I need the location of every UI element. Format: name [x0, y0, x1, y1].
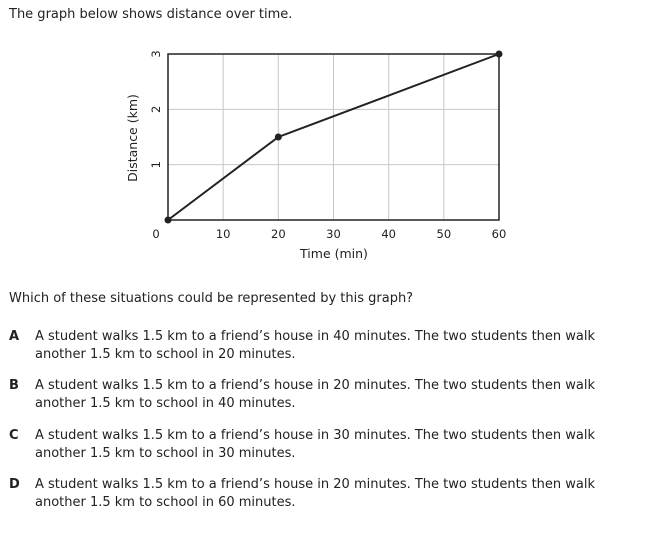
tick-labels [149, 50, 506, 241]
question-text: Which of these situations could be represented by this graph? [9, 291, 414, 306]
option-line: A student walks 1.5 km to a friend’s house in 40 minutes. The two students then walk [35, 329, 596, 344]
option-line: A student walks 1.5 km to a friend’s house in 20 minutes. The two students then walk [35, 477, 596, 492]
y-tick-label: 2 [149, 105, 163, 113]
option-letter: B [9, 378, 19, 393]
x-tick-label: 10 [215, 227, 231, 241]
y-tick-label: 1 [149, 161, 163, 169]
option-text [35, 427, 661, 463]
x-tick-label: 30 [326, 227, 341, 241]
data-point [165, 217, 172, 224]
option-text [35, 328, 661, 364]
option-letter: D [9, 477, 20, 492]
x-tick-label: 60 [491, 227, 507, 241]
intro-text: The graph below shows distance over time. [9, 7, 293, 22]
data-point [275, 134, 282, 141]
option-line: another 1.5 km to school in 30 minutes. [35, 446, 296, 461]
x-tick-label: 50 [436, 227, 452, 241]
option-line: another 1.5 km to school in 40 minutes. [35, 396, 296, 411]
x-tick-label: 20 [271, 227, 286, 241]
option-line: A student walks 1.5 km to a friend’s house in 20 minutes. The two students then walk [35, 378, 596, 393]
data-point [496, 51, 503, 58]
y-axis-label: Distance (km) [125, 94, 140, 182]
option-line: another 1.5 km to school in 20 minutes. [35, 347, 296, 362]
option-line: another 1.5 km to school in 60 minutes. [35, 495, 296, 510]
y-tick-label: 3 [149, 50, 163, 58]
option-letter: A [9, 329, 20, 344]
option-text [35, 377, 661, 413]
option-line: A student walks 1.5 km to a friend’s house in 30 minutes. The two students then walk [35, 428, 596, 443]
x-tick-label: 0 [152, 227, 160, 241]
option-letter: C [9, 428, 19, 443]
x-tick-label: 40 [381, 227, 396, 241]
x-axis-label: Time (min) [300, 246, 368, 261]
option-text [35, 476, 661, 512]
chart-grid [168, 54, 499, 220]
